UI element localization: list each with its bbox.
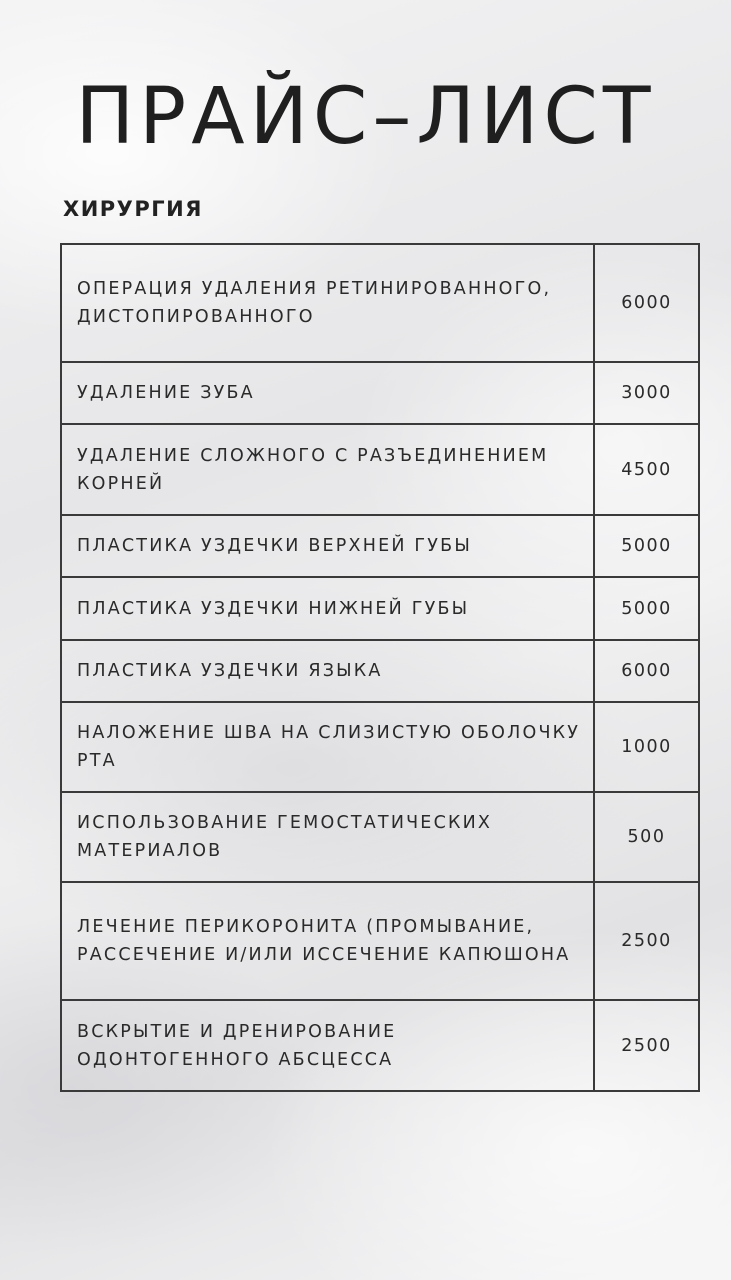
table-row xyxy=(61,1000,699,1091)
service-name: НАЛОЖЕНИЕ ШВА НА СЛИЗИСТУЮ ОБОЛОЧКУ РТА xyxy=(61,702,594,792)
service-price: 6000 xyxy=(594,244,699,362)
service-price: 5000 xyxy=(594,515,699,577)
service-price: 4500 xyxy=(594,424,699,515)
service-name: ИСПОЛЬЗОВАНИЕ ГЕМОСТАТИЧЕСКИХ МАТЕРИАЛОВ xyxy=(61,792,594,882)
service-price: 1000 xyxy=(594,702,699,792)
service-name: ЛЕЧЕНИЕ ПЕРИКОРОНИТА (ПРОМЫВАНИЕ, РАССЕЧЕНИЕ И/ИЛИ ИССЕЧЕНИЕ КАПЮШОНА xyxy=(61,882,594,1000)
table-row xyxy=(61,640,699,702)
table-row xyxy=(61,515,699,577)
service-name: ВСКРЫТИЕ И ДРЕНИРОВАНИЕ ОДОНТОГЕННОГО АБСЦЕССА xyxy=(61,1000,594,1091)
service-price: 6000 xyxy=(594,640,699,702)
service-price: 500 xyxy=(594,792,699,882)
service-price: 2500 xyxy=(594,1000,699,1091)
service-price: 3000 xyxy=(594,362,699,424)
service-name: ПЛАСТИКА УЗДЕЧКИ ВЕРХНЕЙ ГУБЫ xyxy=(61,515,594,577)
table-row xyxy=(61,244,699,362)
table-row xyxy=(61,577,699,640)
service-name: ПЛАСТИКА УЗДЕЧКИ НИЖНЕЙ ГУБЫ xyxy=(61,577,594,640)
table-row xyxy=(61,792,699,882)
service-name: УДАЛЕНИЕ СЛОЖНОГО С РАЗЪЕДИНЕНИЕМ КОРНЕЙ xyxy=(61,424,594,515)
service-name: УДАЛЕНИЕ ЗУБА xyxy=(61,362,594,424)
price-table xyxy=(60,243,700,1092)
table-row xyxy=(61,362,699,424)
table-row xyxy=(61,702,699,792)
service-price: 2500 xyxy=(594,882,699,1000)
service-price: 5000 xyxy=(594,577,699,640)
table-row xyxy=(61,424,699,515)
section-heading: ХИРУРГИЯ xyxy=(63,197,203,221)
page-title: ПРАЙС–ЛИСТ xyxy=(75,72,656,162)
service-name: ОПЕРАЦИЯ УДАЛЕНИЯ РЕТИНИРОВАННОГО, ДИСТОПИРОВАННОГО xyxy=(61,244,594,362)
table-row xyxy=(61,882,699,1000)
service-name: ПЛАСТИКА УЗДЕЧКИ ЯЗЫКА xyxy=(61,640,594,702)
